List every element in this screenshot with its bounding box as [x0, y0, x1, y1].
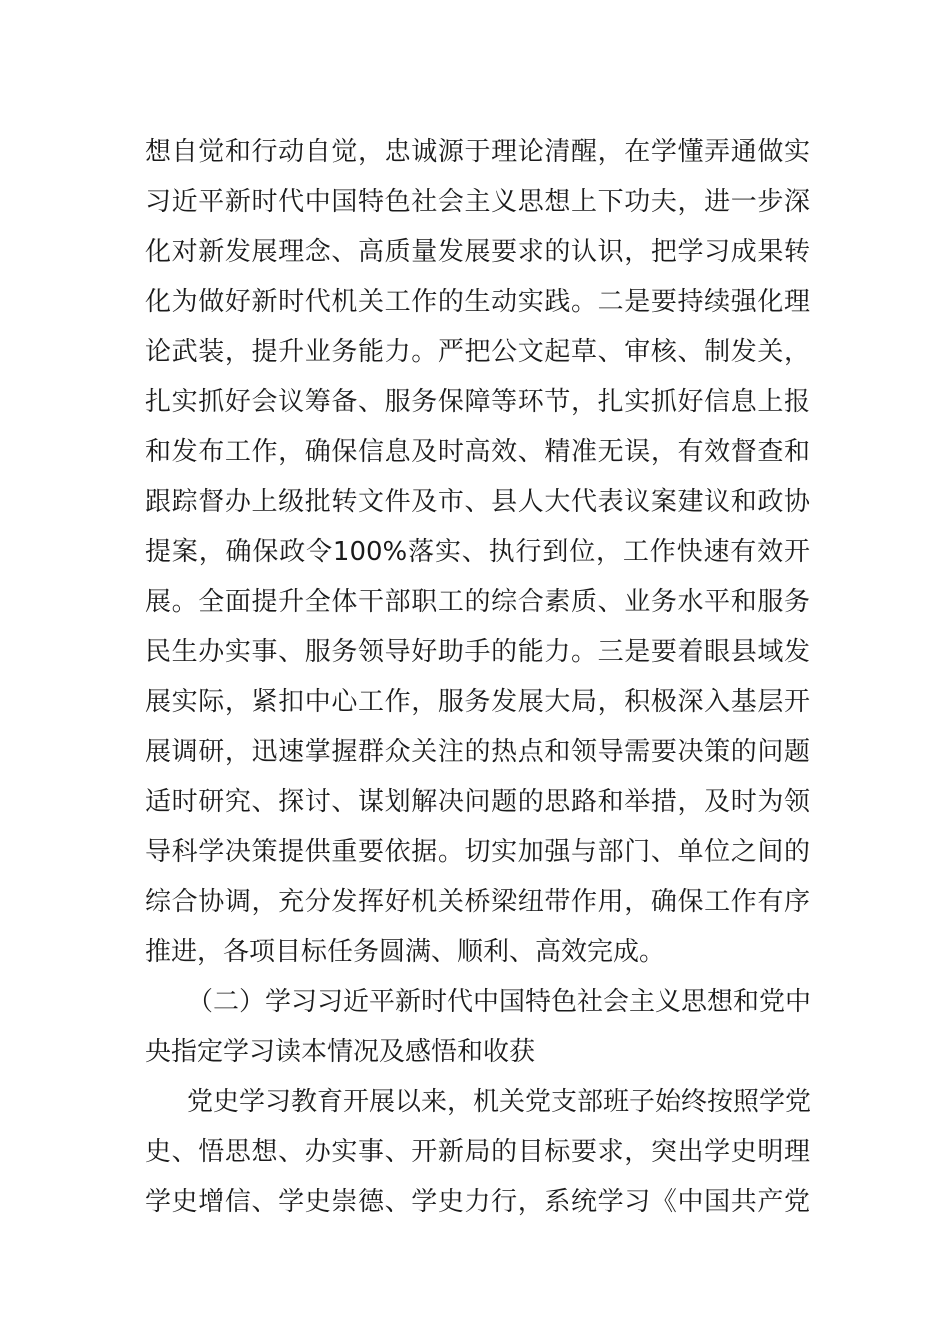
text-line: 想自觉和行动自觉，忠诚源于理论清醒，在学懂弄通做实 [145, 137, 810, 167]
text-line: 化对新发展理念、高质量发展要求的认识，把学习成果转 [145, 237, 810, 267]
text-line: 学史增信、学史崇德、学史力行，系统学习《中国共产党 [145, 1187, 810, 1217]
paragraph-first-line: 党史学习教育开展以来，机关党支部班子始终按照学党 [187, 1087, 812, 1117]
section-heading-line: （二）学习习近平新时代中国特色社会主义思想和党中 [187, 987, 812, 1017]
text-line: 适时研究、探讨、谋划解决问题的思路和举措，及时为领 [145, 787, 810, 817]
text-line: 民生办实事、服务领导好助手的能力。三是要着眼县域发 [145, 637, 810, 667]
text-line: 和发布工作，确保信息及时高效、精准无误，有效督查和 [145, 437, 810, 467]
text-line: 跟踪督办上级批转文件及市、县人大代表议案建议和政协 [145, 487, 810, 517]
text-line: 展调研，迅速掌握群众关注的热点和领导需要决策的问题 [145, 737, 810, 767]
section-heading-line: 央指定学习读本情况及感悟和收获 [145, 1037, 536, 1067]
text-line: 推进，各项目标任务圆满、顺利、高效完成。 [145, 937, 666, 967]
body-text [145, 127, 810, 1227]
text-line: 展实际，紧扣中心工作，服务发展大局，积极深入基层开 [145, 687, 810, 717]
text-line: 综合协调，充分发挥好机关桥梁纽带作用，确保工作有序 [145, 887, 810, 917]
text-line: 习近平新时代中国特色社会主义思想上下功夫，进一步深 [145, 187, 810, 217]
text-line: 化为做好新时代机关工作的生动实践。二是要持续强化理 [145, 287, 810, 317]
text-line: 导科学决策提供重要依据。切实加强与部门、单位之间的 [145, 837, 810, 867]
text-line: 论武装，提升业务能力。严把公文起草、审核、制发关， [145, 337, 810, 367]
text-line: 史、悟思想、办实事、开新局的目标要求，突出学史明理 [145, 1137, 810, 1167]
text-line: 扎实抓好会议筹备、服务保障等环节，扎实抓好信息上报 [145, 387, 810, 417]
text-line: 提案，确保政令100%落实、执行到位，工作快速有效开 [145, 537, 810, 567]
text-line: 展。全面提升全体干部职工的综合素质、业务水平和服务 [145, 587, 810, 617]
